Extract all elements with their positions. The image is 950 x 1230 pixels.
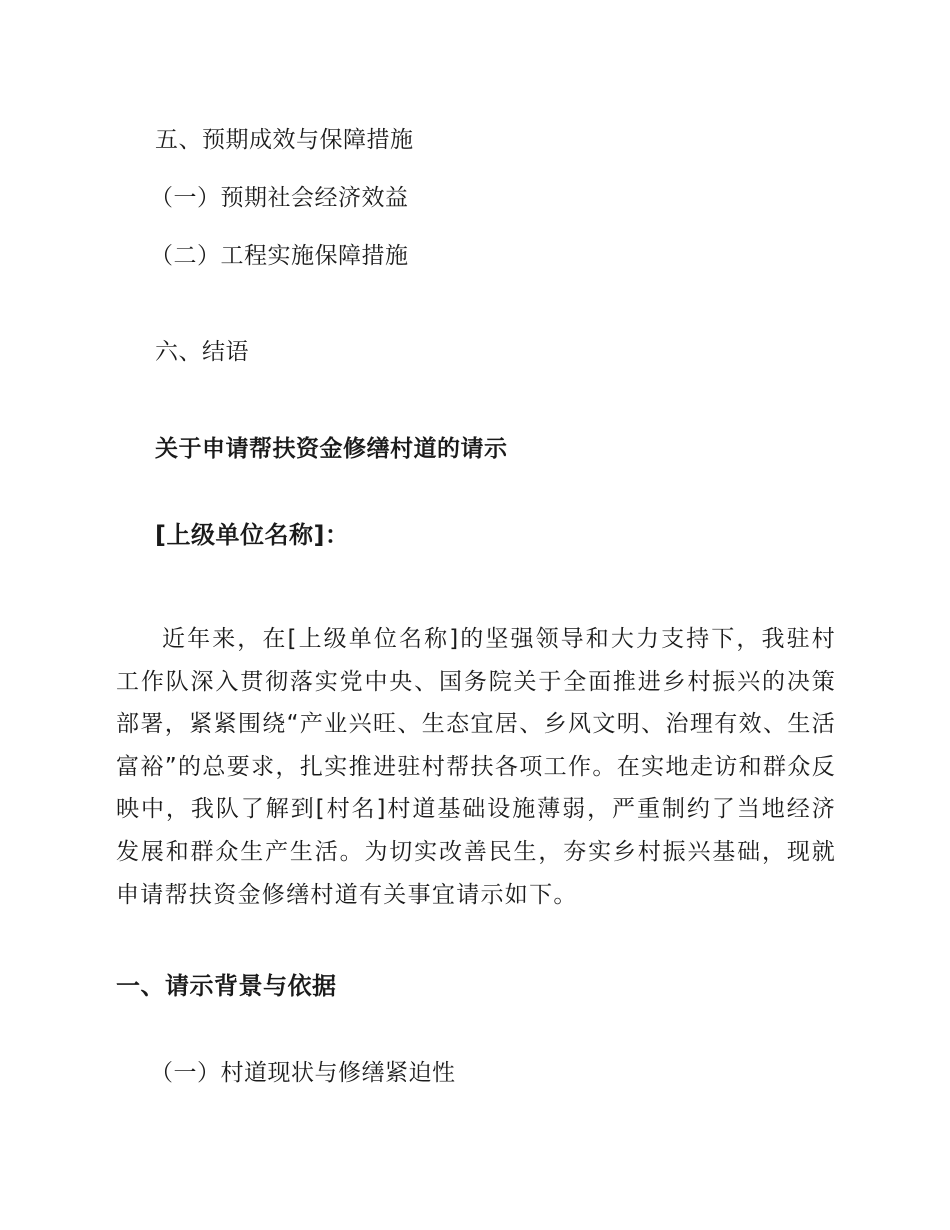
subsection-heading-1-1: （一）村道现状与修缮紧迫性 — [150, 1060, 456, 1086]
toc-section-5-2: （二）工程实施保障措施 — [150, 243, 409, 269]
document-title: 关于申请帮扶资金修缮村道的请示 — [155, 436, 508, 462]
salutation: [上级单位名称]： — [155, 521, 350, 549]
intro-paragraph: 近年来，在[上级单位名称]的坚强领导和大力支持下，我驻村工作队深入贯彻落实党中央、国务院关于全面推进乡村振兴的决策部署，紧紧围绕“产业兴旺、生态宜居、乡风文明、治理有效、生活富裕”的总要求，扎实推进驻村帮扶各项工作。在实地走访和群众反映中，我队了解到[村名]村道基础设施薄弱，严重制约了当地经济发展和群众生产生活。为切实改善民生，夯实乡村振兴基础，现就申请帮扶资金修缮村道有关事宜请示如下。 — [116, 626, 836, 908]
toc-section-6: 六、结语 — [155, 339, 249, 365]
toc-section-5: 五、预期成效与保障措施 — [155, 127, 414, 153]
section-heading-1: 一、请示背景与依据 — [116, 972, 337, 1000]
toc-section-5-1: （一）预期社会经济效益 — [150, 185, 409, 211]
